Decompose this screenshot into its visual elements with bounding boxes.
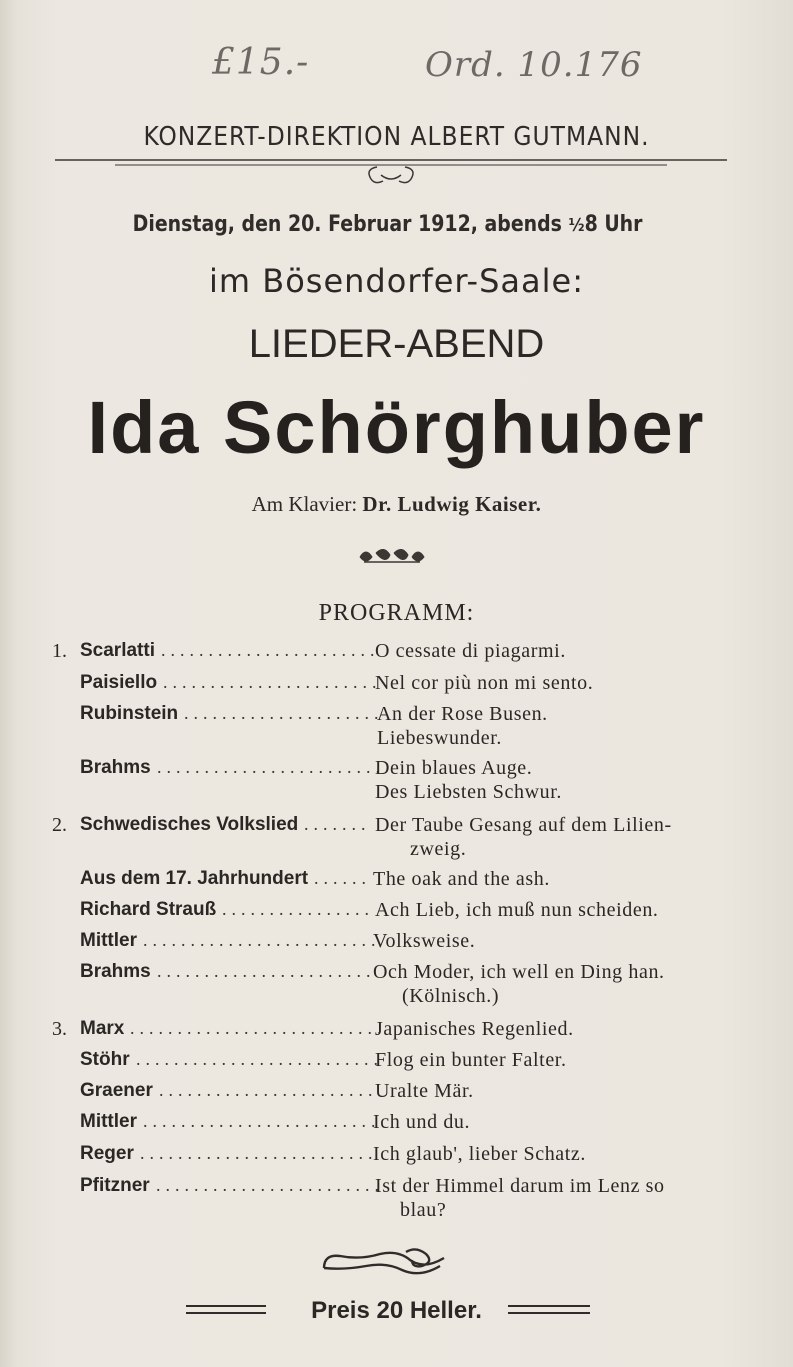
program-item [0, 757, 793, 803]
program-item-title: Och Moder, ich well en Ding han. [373, 961, 665, 983]
program-item-composer: Paisiello [80, 672, 158, 693]
program-item [0, 1175, 793, 1221]
program-item-composer: Schwedisches Volkslied [80, 814, 299, 835]
scroll-ornament-icon [318, 1244, 458, 1278]
program-item-composer: Mittler [80, 1111, 137, 1132]
dot-leader: .......................... [136, 1049, 383, 1069]
program-item-title: The oak and the ash. [373, 868, 550, 890]
performer-name: Ida Schörghuber [87, 386, 706, 469]
program-item-composer: Graener [80, 1080, 153, 1101]
program-item-composer: Aus dem 17. Jahrhundert [80, 868, 309, 889]
dot-leader: ................ [222, 899, 374, 919]
program-item [0, 1143, 793, 1169]
dot-leader: ....................... [159, 1080, 378, 1100]
program-item-title: Dein blaues Auge. [375, 757, 533, 779]
program-item-title-continued: blau? [400, 1199, 447, 1221]
program-item-title: Der Taube Gesang auf dem Lilien- [375, 814, 672, 836]
program-item-composer: Brahms [80, 961, 151, 982]
program-item [0, 899, 793, 925]
program-item-composer: Marx [80, 1018, 125, 1039]
program-item-title-continued: Des Liebsten Schwur. [375, 781, 562, 803]
program-item-title-continued: Liebeswunder. [377, 727, 502, 749]
program-item-title-continued: (Kölnisch.) [402, 985, 500, 1007]
program-item-title-continued: zweig. [410, 838, 467, 860]
program-item-title: Volksweise. [373, 930, 476, 952]
dot-leader: ..................... [184, 703, 384, 723]
accompanist-label: Am Klavier: [251, 492, 358, 516]
event-date-suffix: 8 Uhr [584, 212, 643, 237]
program-item [0, 672, 793, 698]
program-item-composer: Mittler [80, 930, 137, 951]
accompanist-line [0, 492, 793, 517]
program-item-composer: Scarlatti [80, 640, 155, 661]
program-item-title: Ich glaub', lieber Schatz. [373, 1143, 587, 1165]
program-item-title: Uralte Mär. [375, 1080, 474, 1102]
dot-leader: ....................... [161, 640, 380, 660]
program-item-composer: Reger [80, 1143, 134, 1164]
dot-leader: ....................... [163, 672, 382, 692]
program-item-title: Ich und du. [373, 1111, 471, 1133]
dot-leader: ......................... [140, 1143, 378, 1163]
header-rule-ornament [55, 155, 727, 191]
program-item-title: Ach Lieb, ich muß nun scheiden. [375, 899, 659, 921]
floral-ornament-icon [356, 545, 428, 567]
dot-leader: ....... [304, 814, 371, 834]
handwritten-price-note: £15.- [212, 42, 310, 83]
event-date [54, 212, 721, 237]
event-date-fraction: ½ [568, 215, 585, 236]
program-item-composer: Brahms [80, 757, 151, 778]
program-item [0, 1111, 793, 1137]
program-item-title: An der Rose Busen. [377, 703, 548, 725]
program-item [0, 814, 793, 860]
dot-leader: ........................ [157, 757, 385, 777]
program-item [0, 640, 793, 666]
event-title: LIEDER-ABEND [248, 322, 545, 366]
event-date-prefix: Dienstag, den 20. Februar 1912, abends [132, 212, 569, 237]
right-price-rule [508, 1303, 590, 1317]
dot-leader: ....................... [157, 961, 376, 981]
program-item [0, 930, 793, 956]
dot-leader: ......................... [143, 930, 381, 950]
program-item [0, 703, 793, 749]
program-item [0, 1080, 793, 1106]
program-item-title: Japanisches Regenlied. [375, 1018, 574, 1040]
handwritten-order-note: Ord. 10.176 [425, 45, 643, 85]
program-item [0, 868, 793, 894]
program-item-composer: Rubinstein [80, 703, 179, 724]
dot-leader: ........................ [156, 1175, 384, 1195]
program-item-composer: Richard Strauß [80, 899, 217, 920]
program-item [0, 1018, 793, 1044]
price-label: Preis 20 Heller. [311, 1297, 482, 1324]
dot-leader: ......................... [143, 1111, 381, 1131]
program-item [0, 961, 793, 1007]
program-heading: PROGRAMM: [318, 600, 475, 626]
organizer-heading: KONZERT-DIREKTION ALBERT GUTMANN. [143, 122, 650, 152]
program-item-number: 3. [52, 1018, 67, 1040]
venue-line: im Bösendorfer-Saale: [209, 262, 584, 300]
program-item-number: 2. [52, 814, 67, 836]
program-item-title: O cessate di piagarmi. [375, 640, 566, 662]
program-item-title: Ist der Himmel darum im Lenz so [375, 1175, 665, 1197]
accompanist-name: Dr. Ludwig Kaiser. [362, 492, 542, 516]
program-item-composer: Stöhr [80, 1049, 130, 1070]
program-item-number: 1. [52, 640, 67, 662]
program-item-title: Flog ein bunter Falter. [375, 1049, 567, 1071]
program-item [0, 1049, 793, 1075]
dot-leader: ........................... [130, 1018, 387, 1038]
program-item-title: Nel cor più non mi sento. [375, 672, 594, 694]
dot-leader: ...... [314, 868, 371, 888]
program-item-composer: Pfitzner [80, 1175, 150, 1196]
